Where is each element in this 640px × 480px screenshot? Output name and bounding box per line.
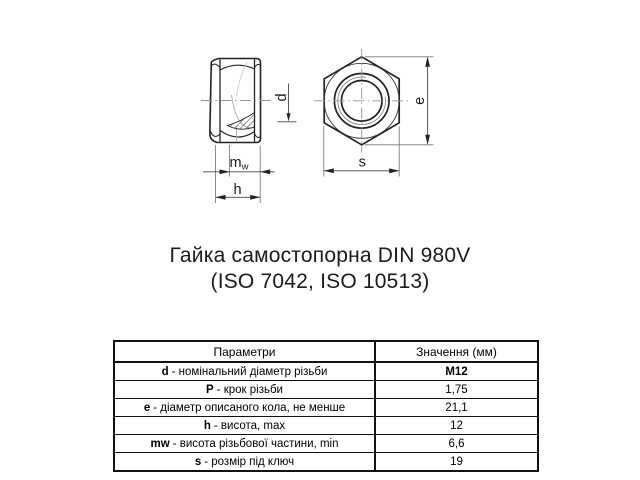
value-cell: 1,75: [375, 381, 538, 399]
spec-table: [113, 340, 539, 472]
param-cell: [114, 435, 375, 453]
param-desc: - розмір під ключ: [204, 455, 295, 468]
top-view-drawing: [314, 49, 434, 177]
param-cell: [114, 381, 375, 399]
table-row: [114, 453, 538, 472]
value-cell: 12: [375, 417, 538, 435]
arrow-down: [425, 135, 430, 145]
value-cell: 19: [375, 453, 538, 472]
dimension-mw: [203, 155, 275, 174]
param-cell: [114, 417, 375, 435]
arrow-right: [389, 168, 399, 173]
table-row: [114, 417, 538, 435]
nut-technical-drawing: [0, 0, 640, 235]
param-key: d: [161, 365, 169, 378]
param-desc: - висота, max: [213, 419, 286, 432]
arrow-down: [287, 113, 291, 121]
value-cell: 21,1: [375, 399, 538, 417]
param-key: P: [206, 383, 214, 396]
param-desc: - діаметр описаного кола, не менше: [153, 401, 346, 414]
table-row: [114, 362, 538, 381]
arrow-right: [220, 169, 230, 174]
table-row: [114, 399, 538, 417]
arrow-left: [216, 195, 226, 200]
label-s: s: [358, 154, 366, 171]
arrow-right: [250, 195, 260, 200]
param-key: mw: [150, 437, 170, 450]
arrow-left: [260, 169, 270, 174]
side-view-drawing: [201, 59, 297, 204]
param-desc: - крок різьби: [216, 383, 283, 396]
param-key: h: [203, 419, 211, 432]
table-header-row: [114, 341, 538, 362]
header-parameters: Параметри: [114, 341, 375, 362]
dimension-h: [216, 182, 261, 200]
param-cell: [114, 399, 375, 417]
label-h: h: [233, 182, 242, 198]
dimension-d: [274, 84, 297, 122]
table-row: [114, 435, 538, 453]
product-title: [0, 243, 640, 295]
param-key: e: [143, 401, 151, 414]
param-desc: - висота різьбової частини, min: [172, 437, 339, 450]
param-cell: [114, 453, 375, 472]
value-cell: M12: [375, 362, 538, 381]
arrow-left: [324, 168, 334, 173]
header-values: Значення (мм): [375, 341, 538, 362]
param-desc: - номінальний діаметр різьби: [171, 365, 328, 378]
label-d: d: [273, 93, 290, 102]
value-cell: 6,6: [375, 435, 538, 453]
table-row: [114, 381, 538, 399]
title-line-1: Гайка самостопорна DIN 980V: [169, 244, 471, 267]
label-mw: mw: [229, 155, 249, 173]
arrow-up: [425, 57, 430, 67]
label-e: e: [412, 96, 429, 105]
title-line-2: (ISO 7042, ISO 10513): [210, 270, 430, 293]
param-cell: [114, 362, 375, 381]
param-key: s: [194, 455, 202, 468]
